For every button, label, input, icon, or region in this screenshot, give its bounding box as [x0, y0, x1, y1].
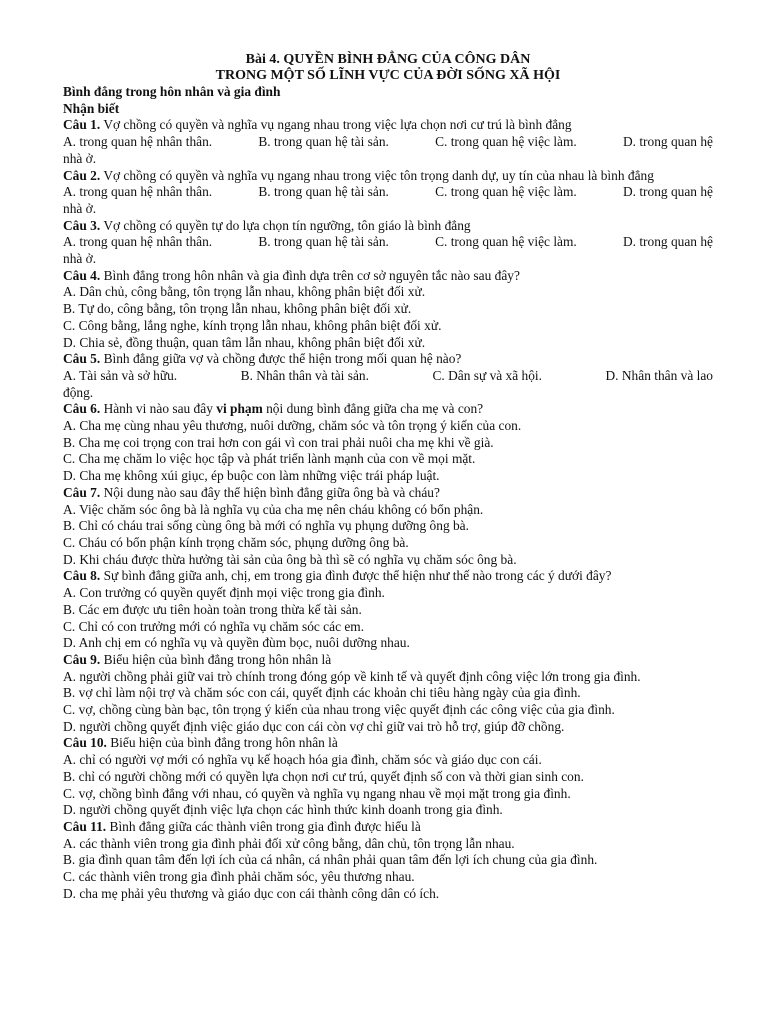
document-page	[63, 52, 713, 902]
option-a: A. trong quan hệ nhân thân.	[63, 184, 213, 200]
options-row	[63, 234, 713, 251]
option-d-continuation: động.	[63, 384, 94, 400]
question-4	[63, 268, 713, 285]
option-d-continuation: nhà ở.	[63, 251, 97, 267]
question-label: Câu 6.	[63, 401, 101, 417]
question-label: Câu 1.	[63, 117, 101, 133]
option-d: D. trong quan hệ	[622, 234, 713, 250]
question-10	[63, 735, 713, 752]
question-label: Câu 7.	[63, 484, 101, 500]
question-text: Sự bình đẳng giữa anh, chị, em trong gia đình được thể hiện như thế nào trong các ý dưới đây?	[100, 568, 612, 584]
option-d: D. trong quan hệ	[622, 184, 713, 200]
option-a: A. trong quan hệ nhân thân.	[63, 234, 213, 250]
question-text: Biểu hiện của bình đẳng trong hôn nhân là	[106, 735, 338, 751]
question-label: Câu 2.	[63, 167, 101, 183]
question-2	[63, 168, 713, 185]
option-b: B. Chỉ có cháu trai sống cùng ông bà mới có nghĩa vụ phụng dưỡng ông bà.	[63, 518, 469, 534]
question-emphasis: vi phạm	[216, 401, 263, 417]
options-row	[63, 368, 713, 385]
option-a: A. các thành viên trong gia đình phải đối xử công bằng, dân chủ, tôn trọng lẫn nhau.	[63, 835, 515, 851]
option-d: D. Khi cháu được thừa hưởng tài sản của ông bà thì sẽ có nghĩa vụ chăm sóc ông bà.	[63, 551, 517, 567]
question-label: Câu 5.	[63, 351, 101, 367]
option-a: A. Tài sản và sở hữu.	[63, 367, 178, 383]
option-a: A. Việc chăm sóc ông bà là nghĩa vụ của cha mẹ nên cháu không có bổn phận.	[63, 501, 484, 517]
option-c: C. Cháu có bổn phận kính trọng chăm sóc, phụng dưỡng ông bà.	[63, 534, 409, 550]
section-heading: Bình đẳng trong hôn nhân và gia đình	[63, 84, 281, 99]
question-label: Câu 4.	[63, 267, 101, 283]
option-b: B. Nhân thân và tài sản.	[240, 367, 369, 383]
option-d: D. Chia sẻ, đồng thuận, quan tâm lẫn nhau, không phân biệt đối xử.	[63, 334, 426, 350]
question-5	[63, 351, 713, 368]
question-11	[63, 819, 713, 836]
option-b: B. chỉ có người chồng mới có quyền lựa chọn nơi cư trú, quyết định số con và thời gian sinh con.	[63, 768, 584, 784]
question-text: Bình đẳng trong hôn nhân và gia đình dựa trên cơ sở nguyên tắc nào sau đây?	[100, 267, 520, 283]
option-a: A. Cha mẹ cùng nhau yêu thương, nuôi dưỡng, chăm sóc và tôn trọng ý kiến của con.	[63, 418, 522, 434]
option-a: A. chỉ có người vợ mới có nghĩa vụ kế hoạch hóa gia đình, chăm sóc và giáo dục con cái.	[63, 752, 542, 768]
option-c: C. Dân sự và xã hội.	[432, 367, 542, 383]
question-label: Câu 11.	[63, 818, 107, 834]
subsection-heading: Nhận biết	[63, 100, 120, 116]
option-b: B. Tự do, công bằng, tôn trọng lẫn nhau, không phân biệt đối xử.	[63, 301, 412, 317]
title-line-2: TRONG MỘT SỐ LĨNH VỰC CỦA ĐỜI SỐNG XÃ HỘI	[215, 68, 561, 83]
option-d: D. Anh chị em có nghĩa vụ và quyền đùm bọc, nuôi dưỡng nhau.	[63, 635, 410, 651]
document-title	[63, 52, 713, 84]
option-c: C. Chỉ có con trưởng mới có nghĩa vụ chăm sóc các em.	[63, 618, 365, 634]
option-a: A. trong quan hệ nhân thân.	[63, 134, 213, 150]
question-8	[63, 568, 713, 585]
options-row	[63, 134, 713, 151]
question-text: Vợ chồng có quyền tự do lựa chọn tín ngưỡng, tôn giáo là bình đẳng	[100, 217, 471, 233]
option-d-continuation: nhà ở.	[63, 200, 97, 216]
option-b: B. trong quan hệ tài sản.	[258, 184, 389, 200]
option-a: A. người chồng phải giữ vai trò chính trong đóng góp về kinh tế và quyết định công việc lớn trong gia đình.	[63, 668, 641, 684]
option-b: B. Cha mẹ coi trọng con trai hơn con gái vì con trai phải nuôi cha mẹ khi về già.	[63, 434, 494, 450]
question-text: Bình đẳng giữa các thành viên trong gia đình được hiểu là	[106, 818, 421, 834]
options-row	[63, 184, 713, 201]
option-b: B. Các em được ưu tiên hoàn toàn trong thừa kế tài sản.	[63, 601, 362, 617]
option-c: C. trong quan hệ việc làm.	[435, 234, 577, 250]
question-text: Vợ chồng có quyền và nghĩa vụ ngang nhau trong việc tôn trọng danh dự, uy tín của nhau là bình đẳng	[100, 167, 654, 183]
option-d-continuation: nhà ở.	[63, 150, 97, 166]
option-a: A. Con trưởng có quyền quyết định mọi việc trong gia đình.	[63, 585, 385, 601]
option-c: C. vợ, chồng cùng bàn bạc, tôn trọng ý kiến của nhau trong việc quyết định các công việc của gia đình.	[63, 702, 615, 718]
option-c: C. Công bằng, lắng nghe, kính trọng lẫn nhau, không phân biệt đối xử.	[63, 317, 442, 333]
option-a: A. Dân chủ, công bằng, tôn trọng lẫn nhau, không phân biệt đối xử.	[63, 284, 426, 300]
option-d: D. cha mẹ phải yêu thương và giáo dục con cái thành công dân có ích.	[63, 885, 440, 901]
question-1	[63, 117, 713, 134]
question-9	[63, 652, 713, 669]
option-c: C. trong quan hệ việc làm.	[435, 184, 577, 200]
question-label: Câu 8.	[63, 568, 101, 584]
option-d: D. Cha mẹ không xúi giục, ép buộc con làm những việc trái pháp luật.	[63, 468, 440, 484]
question-3	[63, 218, 713, 235]
option-d: D. người chồng quyết định việc lựa chọn các hình thức kinh doanh trong gia đình.	[63, 802, 503, 818]
option-d: D. Nhân thân và lao	[605, 367, 713, 383]
question-6	[63, 401, 713, 418]
title-line-1: Bài 4. QUYỀN BÌNH ĐẲNG CỦA CÔNG DÂN	[245, 52, 531, 67]
question-text: nội dung bình đẳng giữa cha mẹ và con?	[262, 401, 484, 417]
question-text: Hành vi nào sau đây	[100, 401, 217, 417]
option-b: B. vợ chỉ làm nội trợ và chăm sóc con cái, quyết định các khoản chi tiêu hàng ngày của gia đình.	[63, 685, 581, 701]
option-b: B. gia đình quan tâm đến lợi ích của cá nhân, cá nhân phải quan tâm đến lợi ích chung của gia đình.	[63, 852, 598, 868]
option-c: C. vợ, chồng bình đẳng với nhau, có quyền và nghĩa vụ ngang nhau về mọi mặt trong gia đình.	[63, 785, 571, 801]
question-label: Câu 10.	[63, 735, 107, 751]
question-label: Câu 9.	[63, 651, 101, 667]
question-text: Vợ chồng có quyền và nghĩa vụ ngang nhau trong việc lựa chọn nơi cư trú là bình đẳng	[100, 117, 572, 133]
question-text: Biểu hiện của bình đẳng trong hôn nhân là	[100, 651, 332, 667]
option-b: B. trong quan hệ tài sản.	[258, 134, 389, 150]
question-label: Câu 3.	[63, 217, 101, 233]
option-b: B. trong quan hệ tài sản.	[258, 234, 389, 250]
question-text: Bình đẳng giữa vợ và chồng được thể hiện trong mối quan hệ nào?	[100, 351, 462, 367]
option-d: D. trong quan hệ	[622, 134, 713, 150]
question-7	[63, 485, 713, 502]
option-d: D. người chồng quyết định việc giáo dục con cái còn vợ chỉ giữ vai trò hỗ trợ, giúp đỡ chồng.	[63, 718, 565, 734]
question-text: Nội dung nào sau đây thể hiện bình đẳng giữa ông bà và cháu?	[100, 484, 440, 500]
option-c: C. trong quan hệ việc làm.	[435, 134, 577, 150]
option-c: C. các thành viên trong gia đình phải chăm sóc, yêu thương nhau.	[63, 869, 415, 885]
option-c: C. Cha mẹ chăm lo việc học tập và phát triển lành mạnh của con về mọi mặt.	[63, 451, 476, 467]
